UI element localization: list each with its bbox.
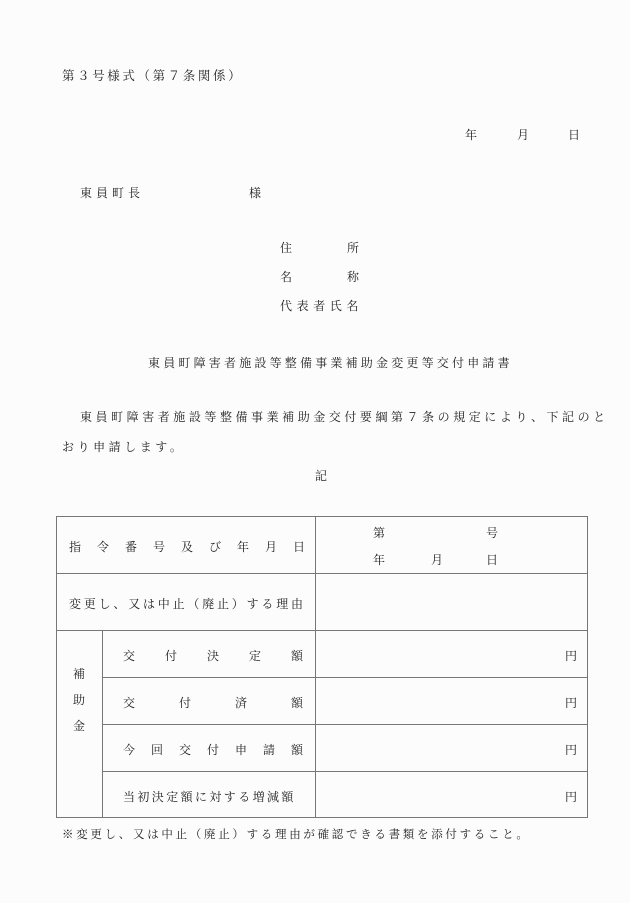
order-label-char: 及 <box>181 540 194 554</box>
ki-marker: 記 <box>315 469 328 483</box>
granted-label-char: 額 <box>291 696 304 710</box>
name-label-char-2: 称 <box>347 270 360 284</box>
order-label-char: 号 <box>153 540 166 554</box>
order-go-label: 号 <box>486 526 499 540</box>
body-text-line-1: 東員町障害者施設等整備事業補助金交付要綱第７条の規定により、下記のと <box>80 410 609 424</box>
name-label-char-1: 名 <box>280 270 293 284</box>
order-label-char: 月 <box>265 540 278 554</box>
subsidy-label-char: 補 <box>73 667 86 681</box>
subsidy-label-char: 金 <box>73 719 86 733</box>
yen-unit-label: 円 <box>564 649 577 663</box>
reason-field[interactable] <box>316 574 587 630</box>
order-month-label: 月 <box>431 553 444 567</box>
order-label-char: 令 <box>97 540 110 554</box>
reason-label: 変更し、又は中止（廃止）する理由 <box>69 597 306 611</box>
grant-decision-label-char: 額 <box>291 649 304 663</box>
order-label-char: び <box>209 540 222 554</box>
granted-amount-field[interactable] <box>316 678 587 724</box>
current-request-label-char: 請 <box>263 743 276 757</box>
date-day-label: 日 <box>568 128 581 142</box>
yen-unit-label: 円 <box>564 696 577 710</box>
current-request-label-char: 付 <box>207 743 220 757</box>
addressee-honorific: 様 <box>249 186 262 200</box>
increase-decrease-label: 当初決定額に対する増減額 <box>123 790 296 804</box>
order-year-label: 年 <box>373 553 386 567</box>
current-request-label-char: 交 <box>179 743 192 757</box>
application-table <box>56 516 588 818</box>
yen-unit-label: 円 <box>564 743 577 757</box>
order-label-char: 番 <box>125 540 138 554</box>
form-number-label: 第３号様式（第７条関係） <box>62 68 244 83</box>
table-column-divider <box>102 630 103 817</box>
body-text-line-2: おり申請します。 <box>62 440 186 454</box>
order-dai-label: 第 <box>373 526 386 540</box>
yen-unit-label: 円 <box>564 790 577 804</box>
order-label-char: 指 <box>69 540 82 554</box>
grant-decision-label-char: 定 <box>249 649 262 663</box>
addressee-name: 東員町長 <box>80 186 145 200</box>
footnote: ※変更し、又は中止（廃止）する理由が確認できる書類を添付すること。 <box>62 827 531 841</box>
representative-name-label: 代表者氏名 <box>280 299 364 313</box>
granted-label-char: 済 <box>235 696 248 710</box>
address-label-char-2: 所 <box>347 241 360 255</box>
current-request-label-char: 額 <box>291 743 304 757</box>
increase-decrease-amount-field[interactable] <box>316 772 587 817</box>
subsidy-label-char: 助 <box>73 693 86 707</box>
grant-decision-label-char: 付 <box>165 649 178 663</box>
document-title: 東員町障害者施設等整備事業補助金変更等交付申請書 <box>148 356 513 370</box>
address-label-char-1: 住 <box>280 241 293 255</box>
granted-label-char: 付 <box>179 696 192 710</box>
order-number-field[interactable] <box>316 517 587 573</box>
grant-decision-label-char: 交 <box>123 649 136 663</box>
grant-decision-amount-field[interactable] <box>316 631 587 677</box>
current-request-amount-field[interactable] <box>316 725 587 771</box>
date-month-label: 月 <box>517 128 530 142</box>
order-label-char: 年 <box>237 540 250 554</box>
grant-decision-label-char: 決 <box>207 649 220 663</box>
current-request-label-char: 回 <box>151 743 164 757</box>
date-year-label: 年 <box>465 128 478 142</box>
current-request-label-char: 今 <box>123 743 136 757</box>
current-request-label-char: 申 <box>235 743 248 757</box>
order-day-label: 日 <box>486 553 499 567</box>
order-label-char: 日 <box>293 540 306 554</box>
granted-label-char: 交 <box>123 696 136 710</box>
